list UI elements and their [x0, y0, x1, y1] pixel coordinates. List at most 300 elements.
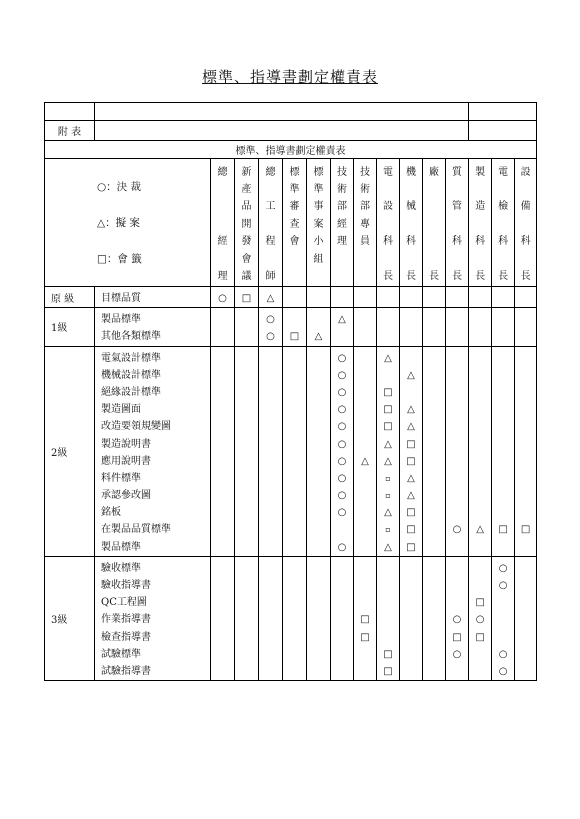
authority-mark [283, 384, 306, 401]
authority-cell [259, 556, 283, 680]
column-header [492, 159, 515, 287]
authority-mark [377, 311, 399, 328]
column-header-char [400, 251, 422, 268]
authority-mark [331, 646, 353, 663]
authority-mark [423, 663, 445, 680]
column-header-char: 標 [289, 166, 300, 178]
authority-mark [211, 470, 234, 487]
item-name: 其他各類標準 [101, 331, 161, 343]
authority-cell [283, 287, 307, 308]
authority-mark [259, 663, 282, 680]
authority-cell [259, 287, 283, 308]
authority-mark [235, 560, 258, 577]
column-header-char [377, 251, 399, 268]
authority-mark [515, 560, 536, 577]
authority-mark [307, 401, 330, 418]
authority-mark [259, 453, 282, 470]
authority-mark [331, 629, 353, 646]
authority-cell [446, 287, 469, 308]
authority-mark [492, 418, 514, 435]
column-header-char [492, 251, 514, 268]
authority-mark [423, 453, 445, 470]
authority-mark [515, 328, 536, 345]
authority-mark [235, 350, 258, 367]
column-header-char [331, 251, 353, 268]
item-list [95, 308, 211, 346]
item-list [95, 556, 211, 680]
column-header-char: 經 [217, 236, 228, 248]
authority-mark [377, 560, 399, 577]
authority-mark: ○ [337, 404, 347, 416]
authority-mark [469, 384, 491, 401]
item-name: QC工程圖 [101, 597, 147, 609]
authority-mark [259, 611, 282, 628]
authority-mark [283, 290, 306, 307]
authority-mark [259, 350, 282, 367]
column-header-char [377, 181, 399, 198]
authority-mark [307, 311, 330, 328]
authority-cell [331, 287, 354, 308]
authority-mark: ○ [337, 472, 347, 484]
legend-countersign: □：會 籤 [97, 252, 142, 265]
authority-mark [283, 453, 306, 470]
authority-mark [283, 629, 306, 646]
authority-cell [377, 287, 400, 308]
authority-mark [423, 290, 445, 307]
authority-cell [469, 556, 492, 680]
authority-cell [354, 287, 377, 308]
column-header-char: 工 [265, 201, 276, 213]
authority-mark [423, 328, 445, 345]
authority-mark [377, 328, 399, 345]
column-header-char: 長 [429, 270, 439, 282]
item-name: 電氣設計標準 [101, 352, 161, 364]
authority-mark: △ [407, 490, 415, 502]
authority-cell [307, 287, 331, 308]
authority-cell [423, 556, 446, 680]
column-header-char [515, 216, 536, 233]
authority-mark [469, 487, 491, 504]
authority-mark [469, 350, 491, 367]
authority-mark [423, 577, 445, 594]
authority-mark [515, 577, 536, 594]
authority-mark [235, 611, 258, 628]
item-name: 承認參改圖 [101, 490, 151, 502]
authority-mark [307, 594, 330, 611]
column-header [377, 159, 400, 287]
authority-mark [283, 594, 306, 611]
authority-mark [469, 577, 491, 594]
column-header-char [423, 216, 445, 233]
authority-cell [400, 287, 423, 308]
authority-mark [235, 384, 258, 401]
authority-cell [307, 346, 331, 556]
authority-cell [469, 346, 492, 556]
authority-mark [400, 594, 422, 611]
column-header-char: 設 [520, 166, 531, 178]
item-name: 作業指導書 [101, 614, 151, 626]
authority-mark [259, 646, 282, 663]
legend [45, 159, 211, 287]
column-header-char [492, 181, 514, 198]
column-header-char [423, 181, 445, 198]
column-header-char: 總 [265, 166, 276, 178]
column-header [307, 159, 331, 287]
authority-mark [354, 418, 376, 435]
authority-mark [283, 487, 306, 504]
authority-mark [515, 367, 536, 384]
authority-mark: ○ [337, 421, 347, 433]
column-header-char [377, 216, 399, 233]
authority-mark: ○ [498, 665, 508, 677]
authority-mark: △ [314, 331, 323, 343]
column-header-char: 案 [313, 218, 324, 230]
authority-mark [235, 521, 258, 538]
authority-mark: △ [338, 314, 346, 326]
authority-mark [354, 350, 376, 367]
authority-mark [283, 367, 306, 384]
authority-mark [259, 629, 282, 646]
authority-mark: □ [383, 648, 393, 660]
column-header-char [400, 181, 422, 198]
authority-mark [515, 311, 536, 328]
authority-mark [283, 350, 306, 367]
authority-mark [446, 436, 468, 453]
authority-mark: △ [384, 352, 392, 364]
column-header-char: 術 [337, 184, 347, 196]
authority-mark: ○ [498, 562, 508, 574]
column-header-char: 審 [289, 201, 300, 213]
column-header-char [446, 181, 468, 198]
authority-mark [235, 311, 258, 328]
header-blank-cell [469, 121, 537, 141]
column-header [235, 159, 259, 287]
column-header-char: 科 [475, 236, 486, 248]
authority-mark [211, 453, 234, 470]
authority-mark [377, 611, 399, 628]
column-header-char [259, 251, 282, 268]
authority-mark [307, 646, 330, 663]
authority-cell [400, 556, 423, 680]
authority-mark: ○ [266, 314, 275, 326]
column-header-char: 電 [498, 166, 509, 178]
column-header-char [469, 251, 491, 268]
authority-mark: ○ [337, 386, 347, 398]
column-header-char: 專 [360, 218, 370, 230]
authority-mark: ▫ [385, 525, 391, 535]
authority-cell [377, 346, 400, 556]
authority-mark [307, 577, 330, 594]
authority-mark [492, 401, 514, 418]
authority-mark [307, 611, 330, 628]
column-header-char: 總 [217, 166, 228, 178]
authority-mark [446, 539, 468, 556]
authority-mark [235, 594, 258, 611]
authority-mark [354, 663, 376, 680]
authority-mark [515, 594, 536, 611]
column-header-char: 標 [313, 166, 324, 178]
authority-mark [446, 663, 468, 680]
column-header-char: 事 [313, 201, 324, 213]
column-header-char: 部 [360, 201, 370, 213]
authority-mark [307, 539, 330, 556]
authority-cell [515, 346, 537, 556]
authority-mark [235, 539, 258, 556]
authority-mark [400, 629, 422, 646]
authority-cell [377, 308, 400, 346]
authority-mark [469, 504, 491, 521]
authority-mark [354, 560, 376, 577]
authority-mark: △ [384, 541, 392, 553]
authority-mark [235, 663, 258, 680]
authority-mark [331, 328, 353, 345]
column-header [446, 159, 469, 287]
column-header-char [354, 251, 376, 268]
authority-mark [492, 629, 514, 646]
authority-mark [235, 401, 258, 418]
column-header-char [469, 181, 491, 198]
column-header-char: 科 [498, 236, 509, 248]
authority-cell [446, 346, 469, 556]
authority-mark [211, 663, 234, 680]
authority-mark [259, 384, 282, 401]
authority-mark [283, 560, 306, 577]
column-header [400, 159, 423, 287]
authority-mark [211, 594, 234, 611]
column-header-char [446, 216, 468, 233]
authority-mark [307, 504, 330, 521]
column-header-char: 質 [452, 166, 463, 178]
authority-mark [377, 290, 399, 307]
authority-mark [235, 470, 258, 487]
authority-mark [469, 646, 491, 663]
authority-mark [446, 470, 468, 487]
authority-mark [354, 504, 376, 521]
authority-mark [492, 290, 514, 307]
header-blank-cell [45, 103, 95, 121]
authority-mark: □ [406, 455, 416, 467]
authority-mark: △ [407, 404, 415, 416]
document-title: 標準、指導書劃定權責表 [201, 68, 378, 86]
column-header-char: 長 [383, 270, 393, 282]
authority-mark [235, 453, 258, 470]
authority-mark [400, 350, 422, 367]
authority-mark [446, 560, 468, 577]
authority-mark [354, 470, 376, 487]
authority-table [44, 102, 537, 681]
level-label: 3級 [45, 556, 95, 680]
authority-mark [515, 470, 536, 487]
column-header-char: 電 [383, 166, 393, 178]
authority-mark [492, 594, 514, 611]
column-header-char: 議 [241, 270, 252, 282]
authority-mark [307, 629, 330, 646]
column-header-char: 品 [241, 201, 252, 213]
authority-mark: □ [360, 631, 370, 643]
authority-mark [259, 539, 282, 556]
authority-mark [492, 328, 514, 345]
column-header-char: 準 [289, 184, 300, 196]
column-header-char [515, 181, 536, 198]
level-label: 1級 [45, 308, 95, 346]
authority-mark [492, 504, 514, 521]
authority-cell [307, 556, 331, 680]
authority-mark [354, 487, 376, 504]
authority-cell [307, 308, 331, 346]
column-header [423, 159, 446, 287]
item-name: 製品標準 [101, 314, 141, 326]
item-name: 製造說明書 [101, 438, 151, 450]
column-header [259, 159, 283, 287]
authority-mark [259, 401, 282, 418]
item-name: 驗收指導書 [101, 580, 151, 591]
authority-mark [354, 594, 376, 611]
authority-mark: ○ [266, 331, 275, 343]
authority-mark [235, 629, 258, 646]
column-header-char: 檢 [498, 201, 509, 213]
authority-cell [515, 308, 537, 346]
authority-mark [259, 487, 282, 504]
authority-cell [283, 308, 307, 346]
authority-mark [423, 629, 445, 646]
authority-mark [492, 311, 514, 328]
item-name: 應用說明書 [101, 455, 151, 467]
column-header-char: 機 [406, 166, 416, 178]
authority-mark [423, 504, 445, 521]
authority-mark [307, 663, 330, 680]
authority-mark [400, 611, 422, 628]
authority-mark: △ [407, 421, 415, 433]
authority-mark [515, 629, 536, 646]
authority-cell [423, 346, 446, 556]
authority-mark [331, 290, 353, 307]
authority-mark [469, 539, 491, 556]
authority-mark [492, 436, 514, 453]
authority-mark: □ [406, 438, 416, 450]
column-header-char: 技 [360, 166, 370, 178]
level-label: 2級 [45, 346, 95, 556]
authority-mark: ○ [498, 648, 508, 660]
authority-mark [331, 611, 353, 628]
authority-mark: □ [383, 421, 393, 433]
authority-mark [377, 577, 399, 594]
authority-mark [423, 367, 445, 384]
authority-mark [259, 504, 282, 521]
authority-mark [331, 560, 353, 577]
authority-mark [446, 418, 468, 435]
authority-mark [423, 311, 445, 328]
column-header-char: 準 [313, 184, 324, 196]
authority-mark [492, 367, 514, 384]
authority-cell [423, 287, 446, 308]
authority-mark [259, 436, 282, 453]
authority-mark [423, 611, 445, 628]
authority-mark [377, 629, 399, 646]
column-header-char: 查 [289, 218, 300, 230]
authority-mark [259, 367, 282, 384]
authority-mark: □ [360, 614, 370, 626]
column-header [283, 159, 307, 287]
authority-mark: △ [384, 455, 392, 467]
legend-decide: ○：決 裁 [97, 180, 141, 193]
authority-mark [307, 470, 330, 487]
authority-mark: △ [476, 524, 484, 536]
column-header-char [423, 233, 445, 250]
authority-mark [235, 577, 258, 594]
authority-cell [515, 287, 537, 308]
authority-mark [515, 539, 536, 556]
authority-mark [423, 470, 445, 487]
column-header-char: 理 [337, 236, 347, 248]
authority-mark [446, 328, 468, 345]
authority-mark [423, 646, 445, 663]
authority-mark [283, 646, 306, 663]
column-header-char: 長 [498, 270, 509, 282]
authority-mark [515, 504, 536, 521]
column-header-char: 師 [265, 270, 276, 282]
authority-mark: ○ [452, 648, 462, 660]
authority-mark [354, 290, 376, 307]
authority-cell [259, 346, 283, 556]
authority-mark [211, 401, 234, 418]
authority-mark: ○ [475, 614, 485, 626]
authority-mark [283, 663, 306, 680]
column-header-char: 部 [337, 201, 347, 213]
authority-mark: ○ [218, 293, 227, 304]
column-header-char: 長 [520, 270, 531, 282]
header-blank-cell [95, 103, 469, 121]
column-header-char [259, 216, 282, 233]
authority-cell [283, 346, 307, 556]
authority-mark [446, 594, 468, 611]
authority-mark [469, 418, 491, 435]
authority-mark: □ [289, 331, 300, 343]
column-header-char [283, 251, 306, 268]
authority-mark: △ [266, 293, 275, 304]
authority-mark: □ [383, 386, 393, 398]
authority-mark [515, 611, 536, 628]
authority-mark [211, 521, 234, 538]
authority-mark [211, 350, 234, 367]
authority-mark [446, 577, 468, 594]
authority-mark [235, 436, 258, 453]
authority-mark [423, 384, 445, 401]
authority-mark [423, 560, 445, 577]
authority-mark [515, 453, 536, 470]
authority-mark [446, 401, 468, 418]
column-header-char: 設 [383, 201, 393, 213]
authority-mark: ○ [337, 438, 347, 450]
authority-mark [331, 521, 353, 538]
authority-mark [354, 436, 376, 453]
authority-cell [354, 346, 377, 556]
item-name: 檢查指導書 [101, 631, 151, 643]
authority-mark [377, 594, 399, 611]
authority-mark [235, 418, 258, 435]
authority-mark: □ [475, 597, 485, 609]
authority-cell [211, 346, 235, 556]
authority-mark [307, 367, 330, 384]
header-blank-cell [95, 121, 469, 141]
column-header-char: 備 [520, 201, 531, 213]
authority-mark: □ [241, 293, 252, 304]
authority-mark [377, 367, 399, 384]
authority-mark [515, 418, 536, 435]
authority-mark [354, 521, 376, 538]
table-subtitle: 標準、指導書劃定權責表 [45, 141, 537, 159]
item-name: 試驗指導書 [101, 665, 151, 677]
column-header-char: 管 [452, 201, 463, 213]
